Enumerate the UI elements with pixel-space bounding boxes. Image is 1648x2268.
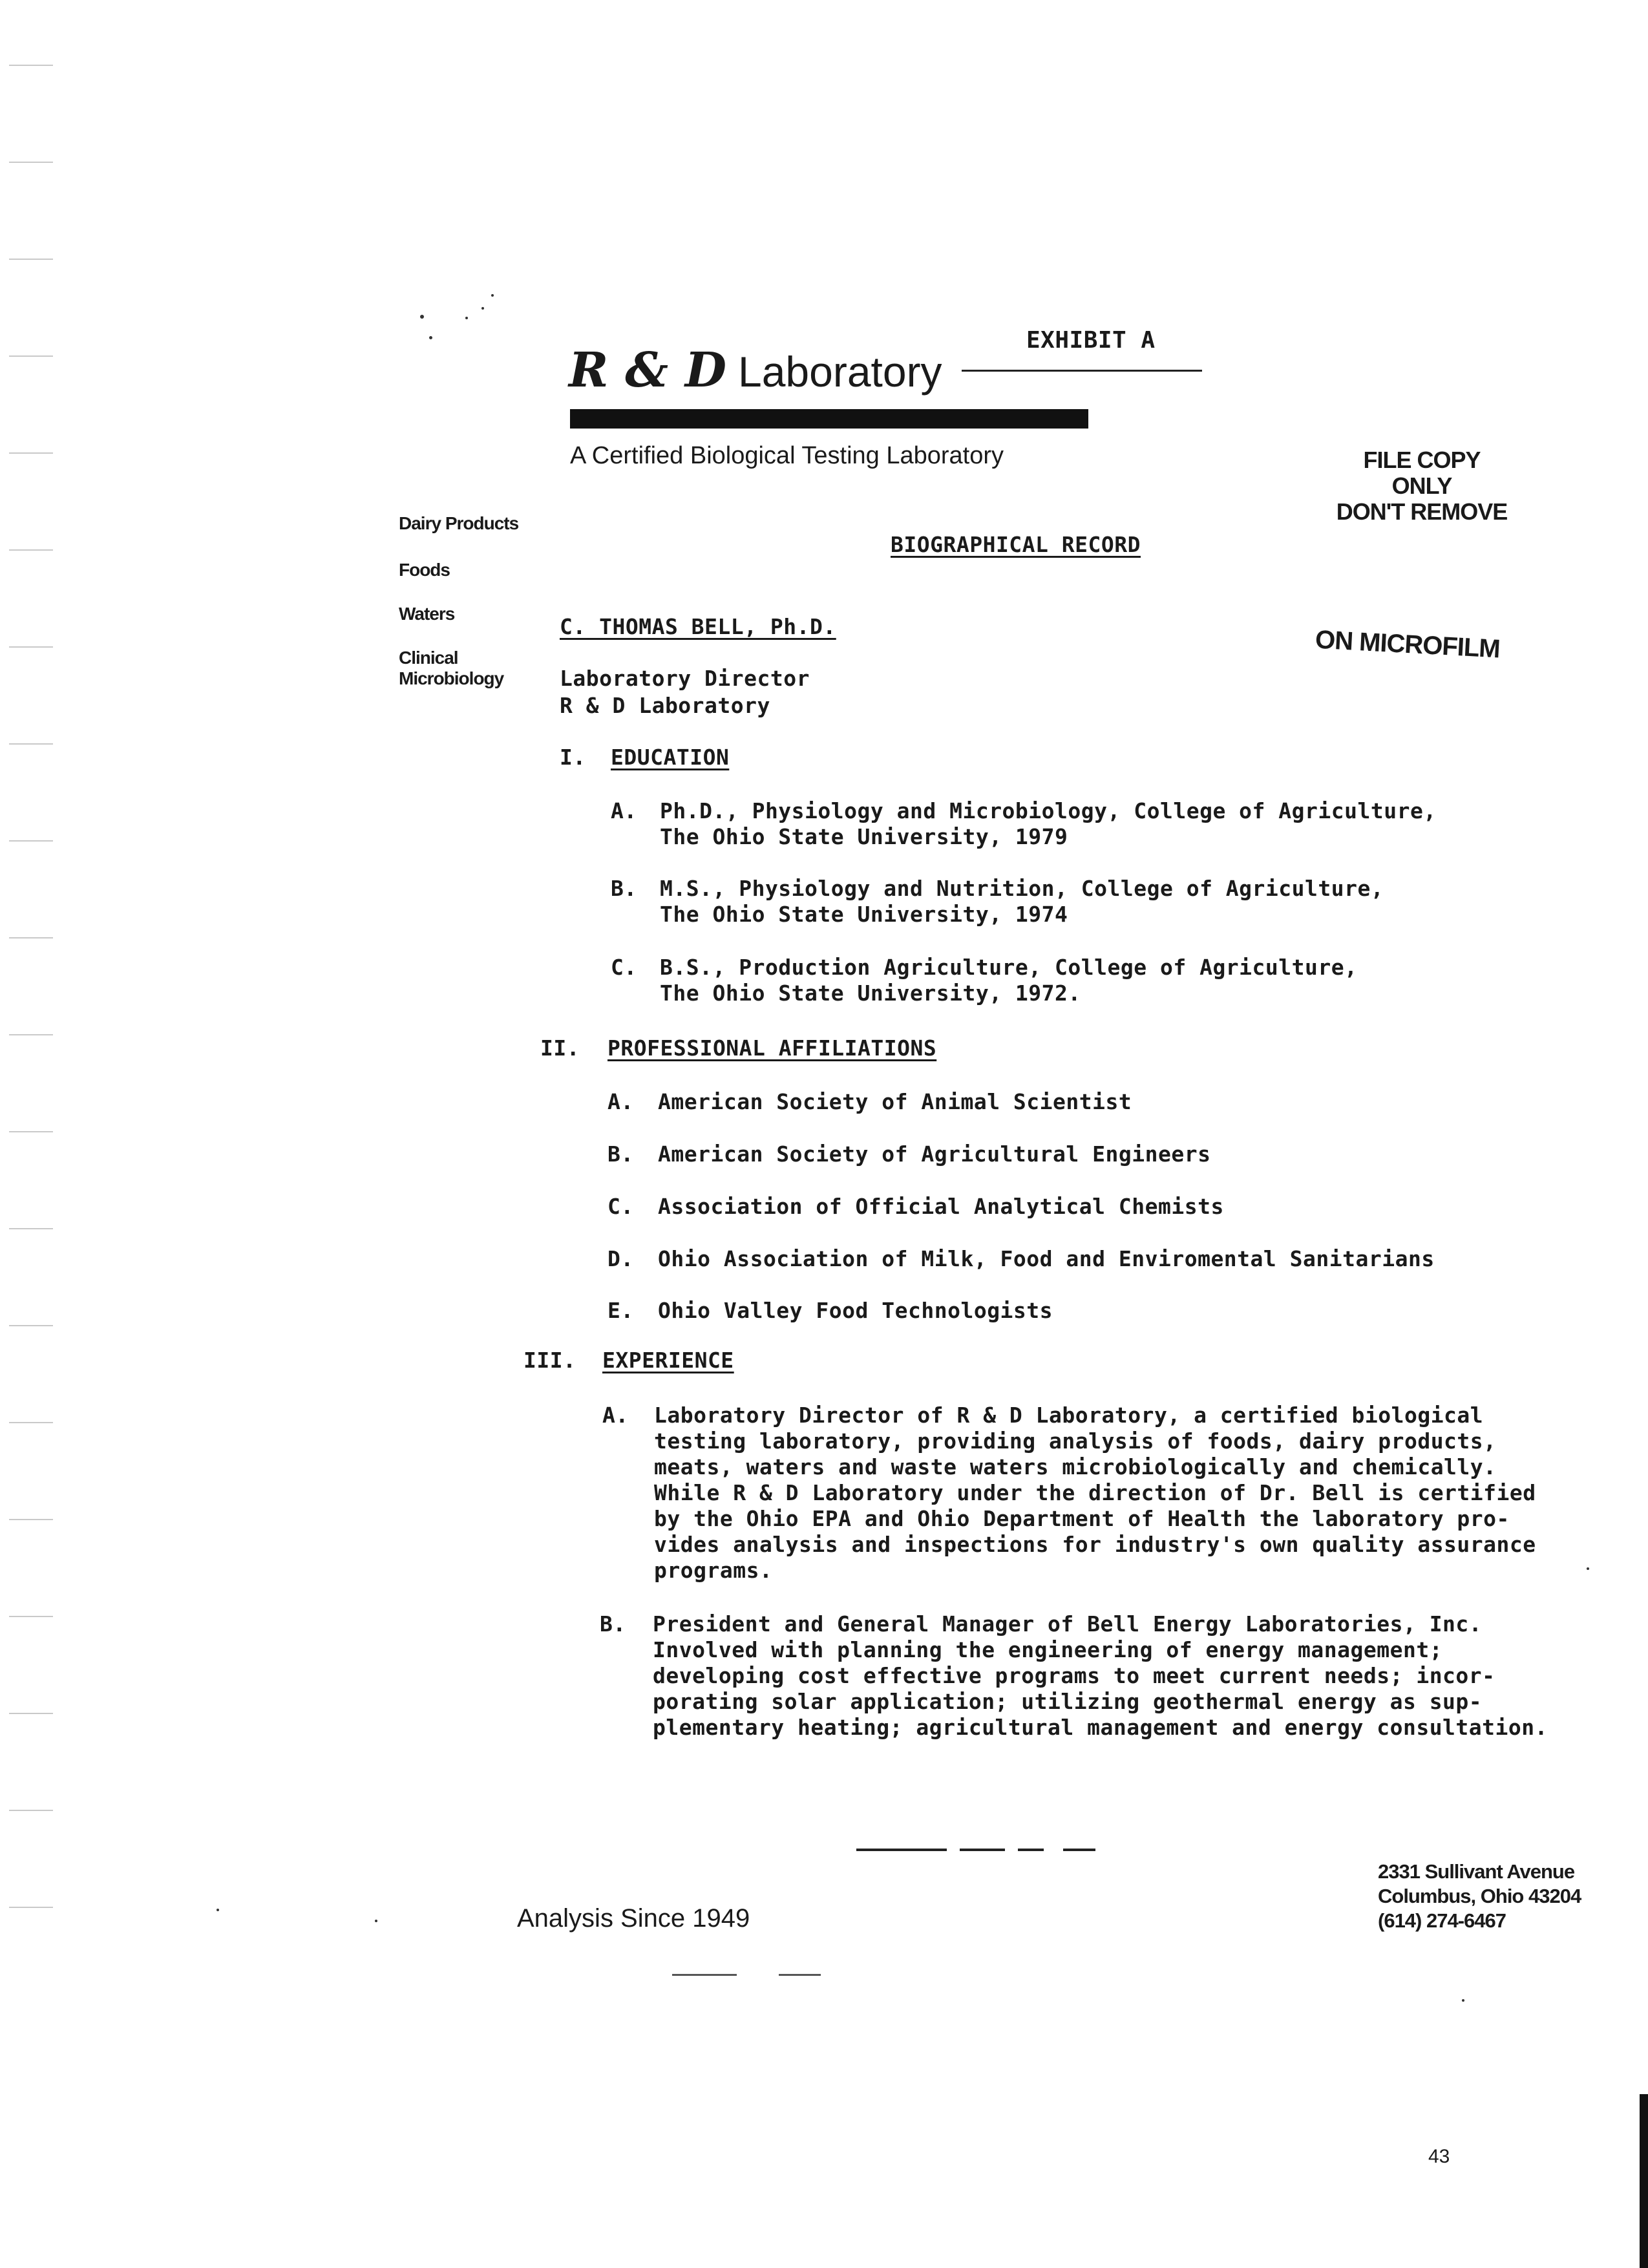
affiliation-e-letter: E. — [607, 1298, 634, 1323]
microfilm-stamp: ON MICROFILM — [1315, 625, 1501, 664]
experience-a-letter: A. — [602, 1403, 629, 1428]
exhibit-rule — [962, 370, 1202, 372]
footer-since: Analysis Since 1949 — [517, 1904, 750, 1933]
footer-rule-top — [856, 1849, 1095, 1851]
education-item-a: Ph.D., Physiology and Microbiology, College of Agriculture, The Ohio State University, 1979 — [660, 798, 1437, 849]
exhibit-label: EXHIBIT A — [1026, 327, 1156, 354]
education-item-c: B.S., Production Agriculture, College of Agriculture, The Ohio State University, 1972. — [660, 955, 1358, 1006]
logo-word: Laboratory — [738, 348, 942, 396]
logo-mark: R & D — [569, 343, 727, 398]
affiliation-e: Ohio Valley Food Technologists — [658, 1298, 1053, 1323]
section-education-title: EDUCATION — [611, 745, 730, 770]
education-item-b: M.S., Physiology and Nutrition, College of Agriculture, The Ohio State University, 1974 — [660, 876, 1384, 927]
file-copy-stamp — [1318, 447, 1525, 525]
person-name: C. THOMAS BELL, Ph.D. — [560, 614, 836, 639]
category-waters: Waters — [399, 604, 455, 624]
logo — [569, 343, 942, 398]
education-item-b-letter: B. — [611, 876, 637, 901]
affiliation-b: American Society of Agricultural Engineers — [658, 1141, 1211, 1167]
affiliation-d: Ohio Association of Milk, Food and Enviromental Sanitarians — [658, 1246, 1435, 1271]
stamp-line-1: FILE COPY — [1363, 447, 1481, 473]
footer-phone: (614) 274-6467 — [1378, 1909, 1506, 1932]
experience-a: Laboratory Director of R & D Laboratory, a certified biological testing laboratory, providing analysis of foods, dairy products, meats, waters and waste waters microbiologically and chemically. While R & D Laboratory under the direction of Dr. Bell is certified by the Ohio EPA and Ohio Department of Health the laboratory pro- vides analysis and inspections for industry's own quality assurance programs. — [654, 1403, 1536, 1583]
section-experience-number: III. — [523, 1348, 576, 1373]
affiliation-d-letter: D. — [607, 1246, 634, 1271]
affiliation-c: Association of Official Analytical Chemists — [658, 1194, 1224, 1219]
category-microbiology: Microbiology — [399, 668, 504, 688]
stamp-line-2: ONLY — [1391, 472, 1452, 499]
education-item-a-letter: A. — [611, 798, 637, 823]
category-clinical: Clinical — [399, 648, 458, 668]
person-title: Laboratory Director — [560, 666, 810, 691]
person-affiliation: R & D Laboratory — [560, 693, 770, 718]
affiliation-a-letter: A. — [607, 1089, 634, 1114]
right-edge-bar — [1640, 2094, 1648, 2268]
affiliation-a: American Society of Animal Scientist — [658, 1089, 1132, 1114]
tagline: A Certified Biological Testing Laboratory — [570, 442, 1004, 469]
section-affiliations-title: PROFESSIONAL AFFILIATIONS — [607, 1035, 937, 1061]
section-experience-title: EXPERIENCE — [602, 1348, 734, 1373]
record-heading: BIOGRAPHICAL RECORD — [891, 532, 1141, 557]
experience-b: President and General Manager of Bell Energy Laboratories, Inc. Involved with planning the engineering of energy management; developing cost effective programs to meet current needs; incor- porating solar application; utilizing geothermal energy as sup- plementary heating; agricultural management and energy consultation. — [653, 1611, 1548, 1740]
experience-b-letter: B. — [600, 1611, 626, 1637]
footer-address-2: Columbus, Ohio 43204 — [1378, 1885, 1581, 1907]
category-foods: Foods — [399, 560, 450, 580]
footer-address-1: 2331 Sullivant Avenue — [1378, 1860, 1575, 1883]
letterhead-bar — [570, 409, 1088, 429]
page-number: 43 — [1428, 2146, 1450, 2167]
footer-rule-bottom — [672, 1974, 853, 1976]
education-item-c-letter: C. — [611, 955, 637, 980]
stamp-line-3: DON'T REMOVE — [1336, 498, 1508, 525]
affiliation-c-letter: C. — [607, 1194, 634, 1219]
section-education-number: I. — [560, 745, 586, 770]
section-affiliations-number: II. — [540, 1035, 580, 1061]
affiliation-b-letter: B. — [607, 1141, 634, 1167]
category-dairy: Dairy Products — [399, 513, 519, 533]
